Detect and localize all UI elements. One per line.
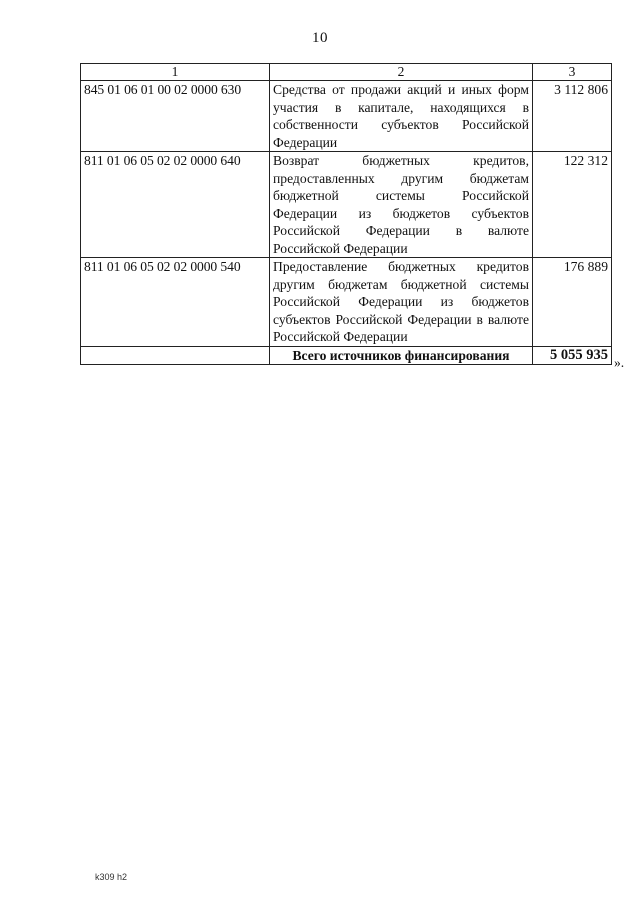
description-cell: Возврат бюджетных кредитов, предоставленных другим бюджетам бюджетной системы Российской Федерации из бюджетов субъектов Российской Федерации в валюте Российской Федерации — [270, 152, 533, 258]
budget-code-cell: 811 01 06 05 02 02 0000 540 — [81, 258, 270, 347]
column-header-2: 2 — [270, 64, 533, 81]
total-row — [81, 346, 612, 364]
table-row — [81, 81, 612, 152]
total-empty-cell — [81, 346, 270, 364]
footer-document-code: k309 h2 — [95, 872, 128, 882]
amount-cell: 122 312 — [533, 152, 612, 258]
description-cell: Средства от продажи акций и иных форм участия в капитале, находящихся в собственности субъектов Российской Федерации — [270, 81, 533, 152]
table-row — [81, 152, 612, 258]
closing-quote-mark: ». — [614, 355, 625, 370]
table-row — [81, 258, 612, 347]
column-header-3: 3 — [533, 64, 612, 81]
budget-code-cell: 811 01 06 05 02 02 0000 640 — [81, 152, 270, 258]
page-number: 10 — [312, 30, 328, 46]
budget-code-cell: 845 01 06 01 00 02 0000 630 — [81, 81, 270, 152]
column-header-1: 1 — [81, 64, 270, 81]
total-amount: 5 055 935 — [533, 346, 612, 364]
amount-cell: 176 889 — [533, 258, 612, 347]
table-header-row — [81, 64, 612, 81]
total-label: Всего источников финансирования — [270, 346, 533, 364]
description-cell: Предоставление бюджетных кредитов другим бюджетам бюджетной системы Российской Федерации из бюджетов субъектов Российской Федерации в валюте Российской Федерации — [270, 258, 533, 347]
financing-sources-table — [80, 63, 612, 365]
amount-cell: 3 112 806 — [533, 81, 612, 152]
